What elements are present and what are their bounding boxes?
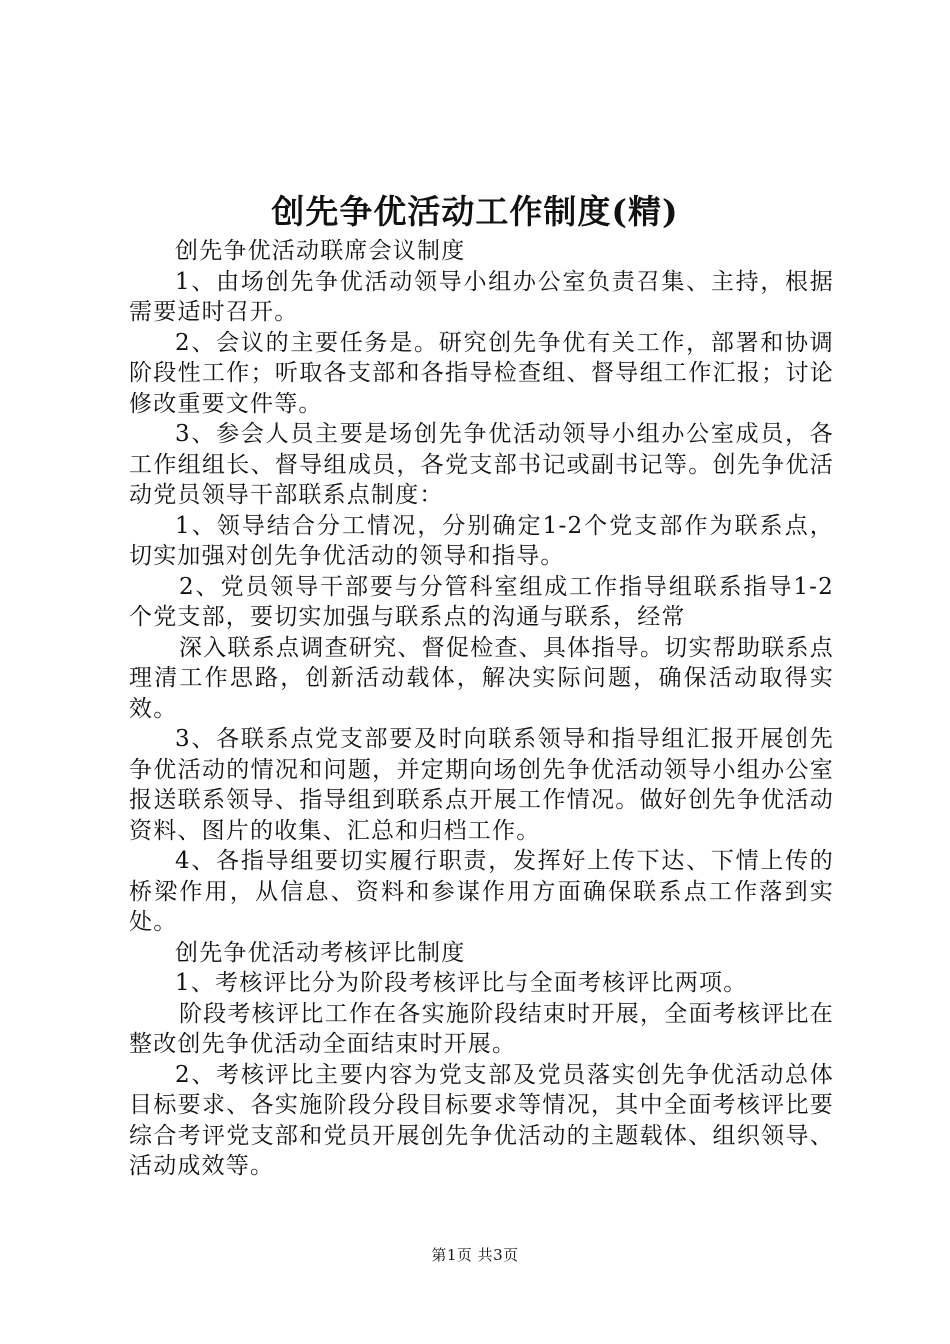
paragraph: 创先争优活动考核评比制度 bbox=[175, 939, 466, 966]
paragraph: 2、党员领导干部要与分管科室组成工作指导组联系指导1-2个党支部，要切实加强与联系点的沟通与联系，经常 bbox=[129, 573, 834, 630]
paragraph: 2、考核评比主要内容为党支部及党员落实创先争优活动总体目标要求、各实施阶段分段目标要求等情况，其中全面考核评比要综合考评党支部和党员开展创先争优活动的主题载体、组织领导、活动成效等。 bbox=[129, 1061, 834, 1179]
paragraph: 创先争优活动联席会议制度 bbox=[175, 238, 466, 264]
paragraph: 1、由场创先争优活动领导小组办公室负责召集、主持，根据需要适时召开。 bbox=[129, 268, 834, 325]
paragraph: 深入联系点调查研究、督促检查、具体指导。切实帮助联系点理清工作思路，创新活动载体，解决实际问题，确保活动取得实效。 bbox=[129, 634, 834, 722]
paragraph: 4、各指导组要切实履行职责，发挥好上传下达、下情上传的桥梁作用，从信息、资料和参谋作用方面确保联系点工作落到实处。 bbox=[129, 848, 834, 935]
paragraph: 1、领导结合分工情况，分别确定1-2个党支部作为联系点，切实加强对创先争优活动的领导和指导。 bbox=[129, 512, 834, 569]
paragraph: 1、考核评比分为阶段考核评比与全面考核评比两项。 bbox=[175, 970, 748, 996]
paragraph: 2、会议的主要任务是。研究创先争优有关工作，部署和协调阶段性工作；听取各支部和各指导检查组、督导组工作汇报；讨论修改重要文件等。 bbox=[129, 329, 834, 417]
paragraph: 阶段考核评比工作在各实施阶段结束时开展，全面考核评比在整改创先争优活动全面结束时开展。 bbox=[129, 1000, 834, 1057]
page-footer: 第1页 共3页 bbox=[431, 1246, 519, 1264]
document-title: 创先争优活动工作制度(精) bbox=[271, 192, 679, 231]
document-body bbox=[129, 236, 834, 1182]
paragraph: 3、各联系点党支部要及时向联系领导和指导组汇报开展创先争优活动的情况和问题，并定期向场创先争优活动领导小组办公室报送联系领导、指导组到联系点开展工作情况。做好创先争优活动资料、图片的收集、汇总和归档工作。 bbox=[129, 726, 834, 844]
paragraph: 3、参会人员主要是场创先争优活动领导小组办公室成员，各工作组组长、督导组成员，各党支部书记或副书记等。创先争优活动党员领导干部联系点制度： bbox=[129, 421, 834, 508]
